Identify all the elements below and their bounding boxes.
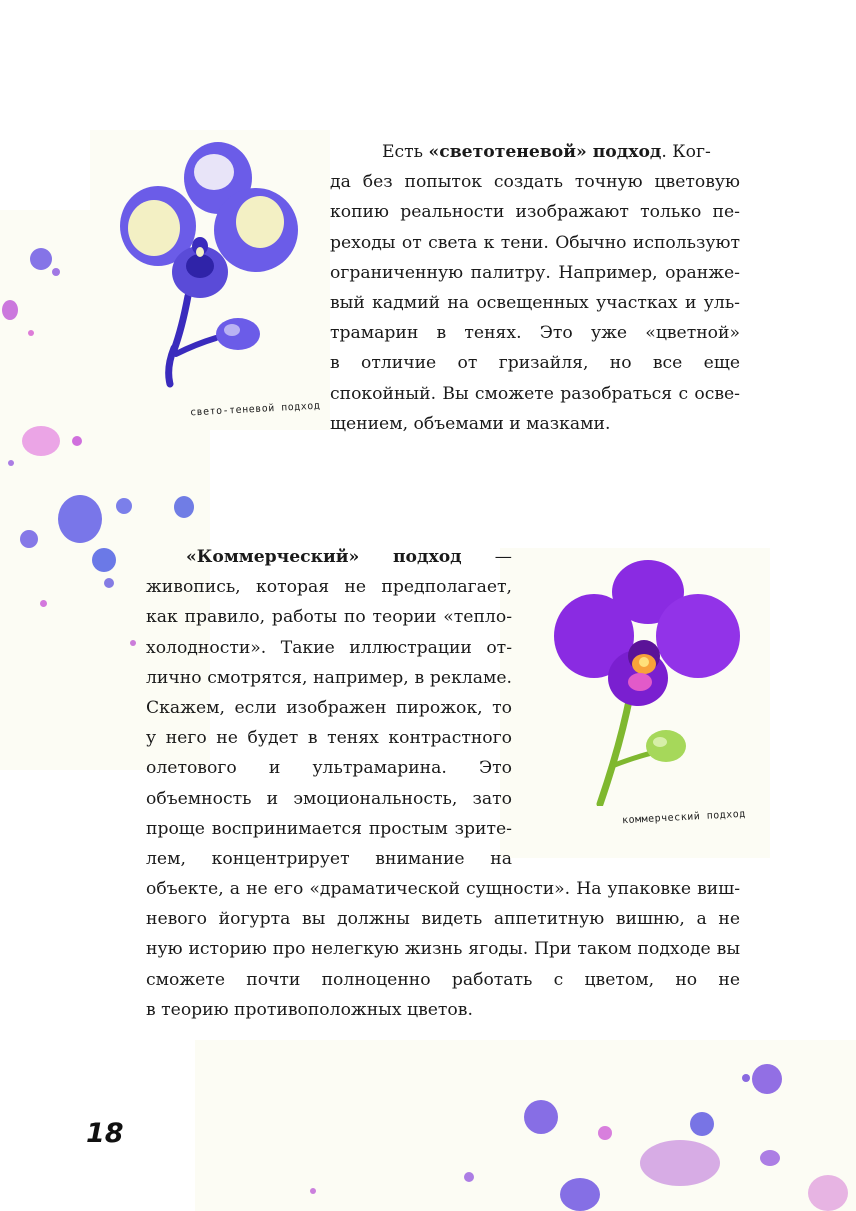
text-line: вый кадмий на освещенных участках и уль- — [330, 292, 740, 313]
text-line: в отличие от гризайля, но все еще — [330, 353, 740, 374]
page-number: 18 — [86, 1118, 124, 1149]
text-line: ограниченную палитру. Например, оранже- — [330, 262, 740, 283]
text-line: лем, концентрирует внимание на — [146, 848, 512, 869]
text-line: невого йогурта вы должны видеть аппетитную вишню, а не — [146, 909, 740, 930]
text-line: Скажем, если изображен пирожок, то — [146, 697, 512, 718]
text-line: реходы от света к тени. Обычно используют — [330, 232, 740, 253]
orchid-purple-illustration — [548, 556, 758, 806]
text-line: «Коммерческий» подход — — [186, 547, 512, 567]
text-line: Есть «светотеневой» подход. Ког- — [382, 142, 711, 162]
commercial-section-continued — [146, 874, 740, 1025]
text-line: да без попыток создать точную цветовую — [330, 172, 740, 193]
text-line: объемность и эмоциональность, зато — [146, 788, 512, 809]
text-line: щением, объемами и мазками. — [330, 413, 611, 434]
text-line: трамарин в тенях. Это уже «цветной» — [330, 323, 740, 344]
text-line: копию реальности изображают только пе- — [330, 202, 740, 223]
light-shadow-section — [330, 137, 740, 439]
term-commercial: «Коммерческий» подход — [186, 547, 462, 567]
orchid-purple-icon — [548, 556, 758, 806]
text-line: ную историю про нелегкую жизнь ягоды. При таком подходе вы — [146, 939, 740, 960]
text-line: проще воспринимается простым зрите- — [146, 818, 512, 839]
figure-caption: коммерческий подход — [621, 808, 747, 827]
text-line: живопись, которая не предполагает, — [146, 577, 512, 598]
figure-caption: свето-теневой подход — [189, 400, 321, 419]
orchid-blue-illustration — [96, 138, 326, 398]
text-line: в теорию противоположных цветов. — [146, 999, 473, 1020]
text-line: олетового и ультрамарина. Это — [146, 758, 512, 779]
text-line: объекте, а не его «драматической сущности». На упаковке виш- — [146, 879, 740, 899]
term-light-shadow: «светотеневой» подход — [428, 142, 662, 162]
text-line: у него не будет в тенях контрастного — [146, 728, 512, 749]
text-line: как правило, работы по теории «тепло- — [146, 607, 512, 628]
text-line: лично смотрятся, например, в рекламе. — [146, 667, 512, 688]
orchid-blue-icon — [96, 138, 326, 398]
text-line: спокойный. Вы сможете разобраться с осве- — [330, 383, 740, 404]
text-line: холодности». Такие иллюстрации от- — [146, 637, 512, 658]
commercial-section — [146, 542, 512, 874]
text-line: сможете почти полноценно работать с цветом, но не — [146, 969, 740, 990]
